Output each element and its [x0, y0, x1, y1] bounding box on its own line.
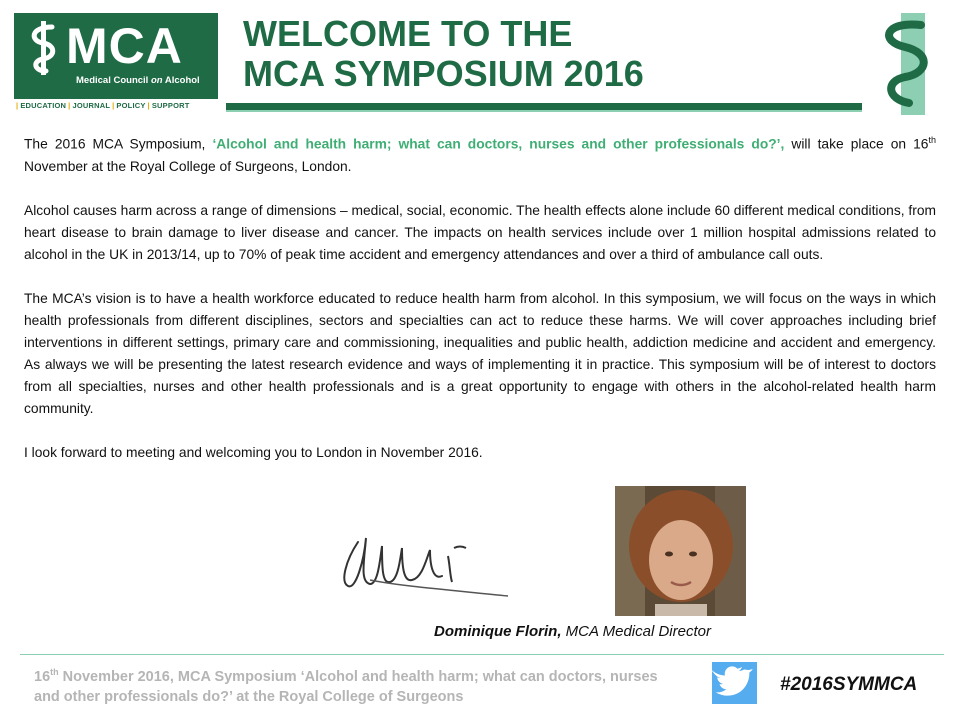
title-line-2: MCA SYMPOSIUM 2016 — [243, 53, 644, 94]
footer-event-info: 16th November 2016, MCA Symposium ‘Alcohol and health harm; what can doctors, nurses and other professionals do?’ at the Royal College of Surgeons — [34, 667, 658, 705]
portrait-image — [615, 486, 746, 616]
staff-snake-icon — [875, 13, 951, 115]
tagline-item: SUPPORT — [151, 101, 190, 110]
author-caption — [434, 623, 711, 640]
letter-body — [24, 129, 936, 486]
title-line-1: WELCOME TO THE — [243, 13, 573, 54]
paragraph-closing: I look forward to meeting and welcoming you to London in November 2016. — [24, 444, 483, 460]
symposium-title-highlight: ‘Alcohol and health harm; what can doctors, nurses and other professionals do?’, — [212, 136, 785, 152]
logo-council-name: Medical Council on Alcohol — [76, 75, 200, 86]
twitter-logo[interactable] — [712, 662, 757, 704]
event-hashtag: #2016SYMMCA — [780, 674, 918, 695]
header-rule-accent — [226, 110, 862, 112]
staff-snake-icon — [22, 19, 64, 77]
mca-logo — [14, 13, 218, 99]
header-rule — [226, 103, 862, 110]
logo-wordmark: MCA — [66, 18, 183, 74]
author-role: MCA Medical Director — [561, 623, 711, 640]
paragraph-harm: Alcohol causes harm across a range of dimensions – medical, social, economic. The health effects alone include 60 different medical conditions, from heart disease to brain damage to liver disease and cancer. The impacts on health services include over 1 million hospital admissions related to alcohol in the UK in 2013/14, up to 70% of peak time accident and emergency attendances and over a third of ambulance call outs. — [24, 202, 936, 262]
paragraph-vision: The MCA’s vision is to have a health workforce educated to reduce health harm from alcohol. In this symposium, we will focus on the ways in which health professionals from different disciplines, sectors and specialties can act to reduce these harms. We will cover approaches including brief interventions in different settings, primary care and commissioning, inequalities and public health, addiction medicine and accident and emergency. As always we will be presenting the latest research evidence and ways of implementing it in practice. This symposium will be of interest to doctors from all specialties, nurses and other health professionals and is a great opportunity to engage with others in the alcohol-related health harm community. — [24, 290, 936, 416]
tagline-item: EDUCATION — [20, 101, 67, 110]
tagline-item: JOURNAL — [72, 101, 111, 110]
signature-image — [330, 520, 510, 610]
footer-rule — [20, 654, 944, 655]
page-title — [243, 14, 644, 94]
tagline-item: POLICY — [116, 101, 146, 110]
paragraph-intro: The 2016 MCA Symposium, ‘Alcohol and health harm; what can doctors, nurses and other professionals do?’, will take place on 16th November at the Royal College of Surgeons, London. — [24, 135, 936, 174]
logo-tagline: | EDUCATION | JOURNAL | POLICY | SUPPORT — [16, 101, 190, 110]
author-photo — [615, 486, 746, 616]
twitter-bird-icon — [712, 662, 757, 704]
author-name: Dominique Florin, — [434, 623, 562, 640]
